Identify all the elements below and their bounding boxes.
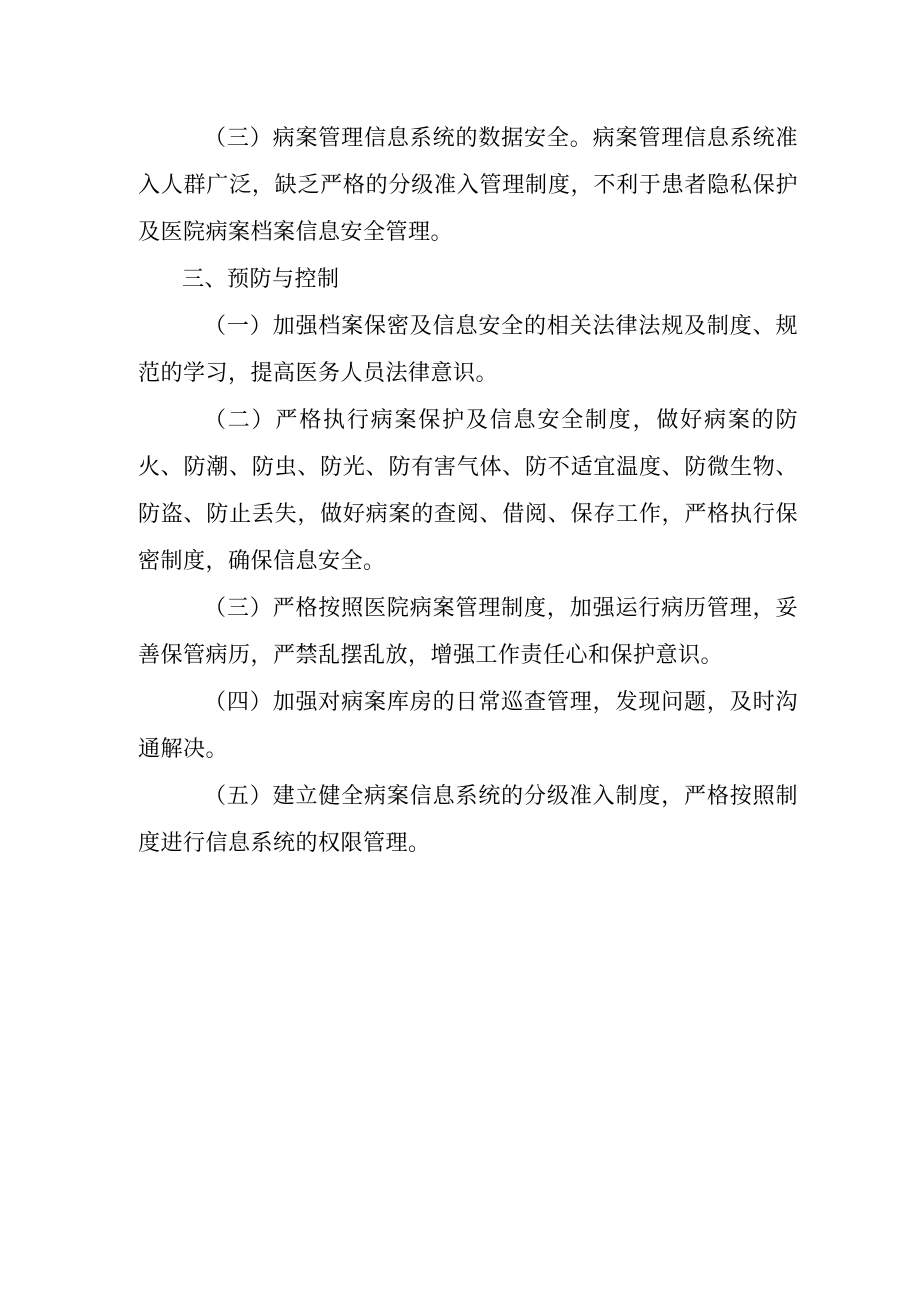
paragraph-item-2: （二）严格执行病案保护及信息安全制度，做好病案的防火、防潮、防虫、防光、防有害气体、防不适宜温度、防微生物、防盗、防止丢失，做好病案的查阅、借阅、保存工作，严格执行保密制度，确保信息安全。 xyxy=(138,408,798,574)
paragraph-item-5: （五）建立健全病案信息系统的分级准入制度，严格按照制度进行信息系统的权限管理。 xyxy=(138,784,798,856)
paragraph-item-3: （三）严格按照医院病案管理制度，加强运行病历管理，妥善保管病历，严禁乱摆乱放，增强工作责任心和保护意识。 xyxy=(138,596,798,668)
paragraph-data-security: （三）病案管理信息系统的数据安全。病案管理信息系统准入人群广泛，缺乏严格的分级准入管理制度，不利于患者隐私保护及医院病案档案信息安全管理。 xyxy=(138,126,798,245)
paragraph-item-4: （四）加强对病案库房的日常巡查管理，发现问题，及时沟通解决。 xyxy=(138,690,798,762)
section-heading-prevention-control: 三、预防与控制 xyxy=(182,267,340,292)
paragraph-item-1: （一）加强档案保密及信息安全的相关法律法规及制度、规范的学习，提高医务人员法律意识。 xyxy=(138,314,798,386)
document-page xyxy=(138,115,798,867)
